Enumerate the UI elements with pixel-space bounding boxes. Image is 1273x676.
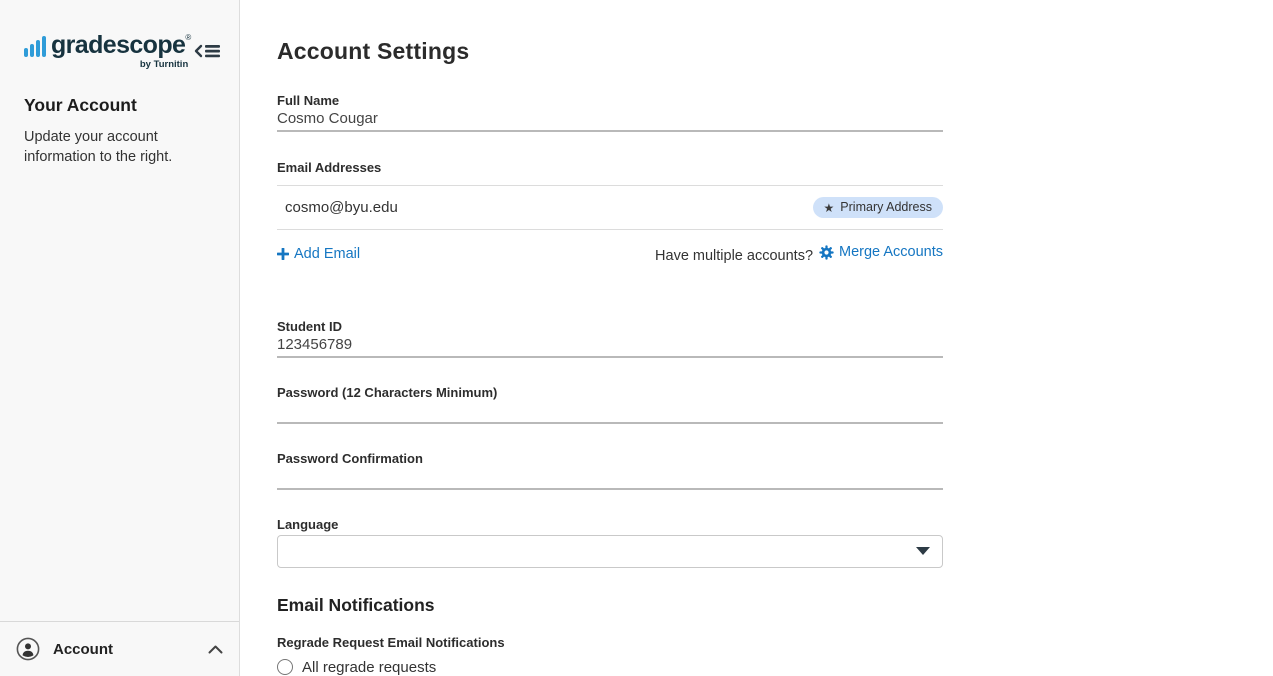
student-id-label: Student ID xyxy=(277,318,342,334)
password-label: Password (12 Characters Minimum) xyxy=(277,384,498,400)
brand-name: gradescope xyxy=(51,31,186,59)
gradescope-wordmark xyxy=(51,33,191,70)
email-addresses-section xyxy=(277,159,943,264)
sidebar-heading: Your Account xyxy=(24,95,137,115)
merge-prompt: Have multiple accounts? xyxy=(655,247,814,264)
account-menu-toggle[interactable] xyxy=(0,621,239,676)
add-email-button[interactable] xyxy=(277,246,360,262)
main-content xyxy=(240,0,1273,676)
email-row xyxy=(277,186,943,230)
email-addresses-label: Email Addresses xyxy=(277,159,943,186)
gradescope-logo[interactable] xyxy=(24,33,191,70)
full-name-input[interactable] xyxy=(277,109,943,132)
full-name-label: Full Name xyxy=(277,93,340,108)
primary-address-badge xyxy=(813,197,943,218)
password-field xyxy=(277,384,943,424)
collapse-sidebar-button[interactable] xyxy=(192,37,223,65)
full-name-field xyxy=(277,92,943,132)
merge-accounts-row xyxy=(655,244,943,264)
brand-byline: by Turnitin xyxy=(139,59,189,70)
sidebar-header xyxy=(0,0,239,70)
email-address: cosmo@byu.edu xyxy=(285,199,398,216)
password-confirmation-field xyxy=(277,450,943,490)
page-title: Account Settings xyxy=(277,38,470,64)
add-email-label: Add Email xyxy=(294,245,361,262)
caret-down-icon xyxy=(916,547,930,555)
all-regrade-requests-label: All regrade requests xyxy=(302,658,437,676)
primary-address-badge-label: Primary Address xyxy=(840,200,932,214)
student-id-input[interactable] xyxy=(277,335,943,358)
person-circle-icon xyxy=(16,637,40,661)
regrade-notifications-label: Regrade Request Email Notifications xyxy=(277,634,505,650)
password-confirmation-input[interactable] xyxy=(277,467,943,490)
account-menu-label: Account xyxy=(53,640,113,658)
language-field xyxy=(277,516,943,568)
merge-accounts-button[interactable] xyxy=(819,244,943,260)
regrade-option-row xyxy=(277,659,943,676)
language-label: Language xyxy=(277,516,339,532)
sidebar xyxy=(0,0,240,676)
email-actions-row xyxy=(277,244,943,264)
all-regrade-requests-radio[interactable] xyxy=(277,659,293,675)
sidebar-description: Update your account information to the right. xyxy=(24,129,173,166)
password-confirmation-label: Password Confirmation xyxy=(277,450,423,466)
student-id-field xyxy=(277,318,943,358)
merge-accounts-label: Merge Accounts xyxy=(839,244,943,260)
gradescope-bars-icon xyxy=(24,36,46,57)
gear-icon xyxy=(819,245,834,260)
chevron-up-icon xyxy=(208,645,223,654)
password-input[interactable] xyxy=(277,401,943,424)
registered-mark: ® xyxy=(185,33,192,42)
chevron-left-menu-icon xyxy=(194,43,221,59)
language-select[interactable] xyxy=(277,535,943,568)
star-icon: ★ xyxy=(823,200,835,215)
plus-icon xyxy=(277,248,289,260)
email-notifications-heading: Email Notifications xyxy=(277,594,435,615)
